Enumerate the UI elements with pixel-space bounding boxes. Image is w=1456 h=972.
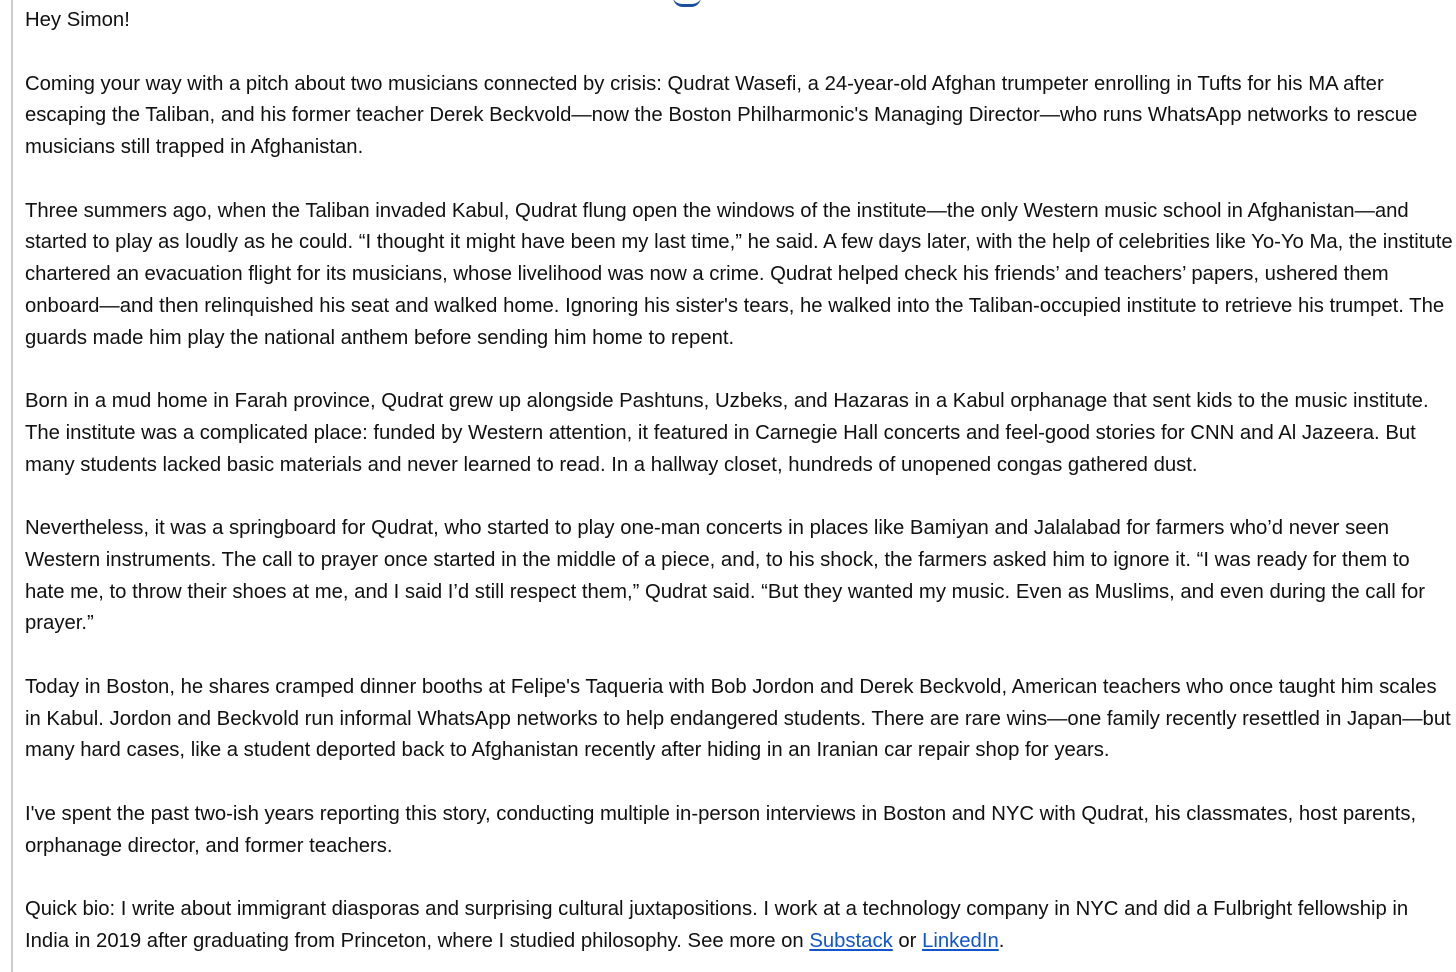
email-greeting: Hey Simon! [25,9,130,31]
substack-link[interactable]: Substack [809,929,893,952]
bio-text: Quick bio: I write about immigrant diasporas and surprising cultural juxtapositions. I work at a technology company in NYC and did a Fulbright fellowship in India in 2019 after graduating from Princeton, where I studied philosophy. See more on [25,898,1409,952]
email-body [25,5,1453,972]
bio-connector: or [892,929,923,952]
bio-end: . [998,929,1005,952]
paragraph-bio [25,894,1453,958]
paragraph-reporting: I've spent the past two-ish years reporting this story, conducting multiple in-person interviews in Boston and NYC with Qudrat, his classmates, host parents, orphanage director, and former teachers. [25,802,1417,857]
paragraph-boston: Today in Boston, he shares cramped dinner booths at Felipe's Taqueria with Bob Jordon and Derek Beckvold, American teachers who once taught him scales in Kabul. Jordon and Beckvold run informal WhatsApp networks to help endangered students. There are rare wins—one family recently resettled in Japan—but many hard cases, like a student deported back to Afghanistan recently after hiding in an Iranian car repair shop for years. [25,675,1451,762]
quote-bar [11,0,13,972]
paragraph-background: Born in a mud home in Farah province, Qudrat grew up alongside Pashtuns, Uzbeks, and Hazaras in a Kabul orphanage that sent kids to the music institute. The institute was a complicated place: funded by Western attention, it featured in Carnegie Hall concerts and feel-good stories for CNN and Al Jazeera. But many students lacked basic materials and never learned to read. In a hallway closet, hundreds of unopened congas gathered dust. [25,390,1429,476]
linkedin-link[interactable]: LinkedIn [922,929,999,952]
paragraph-kabul: Three summers ago, when the Taliban invaded Kabul, Qudrat flung open the windows of the institute—the only Western music school in Afghanistan—and started to play as loudly as he could. “I thought it might have been my last time,” he said. A few days later, with the help of celebrities like Yo-Yo Ma, the institute chartered an evacuation flight for its musicians, whose livelihood was now a crime. Qudrat helped check his friends’ and teachers’ papers, ushered them onboard—and then relinquished his seat and walked home. Ignoring his sister's tears, he walked into the Taliban-occupied institute to retrieve his trumpet. The guards made him play the national anthem before sending him home to repent. [25,199,1453,349]
paragraph-concerts: Nevertheless, it was a springboard for Qudrat, who started to play one-man concerts in places like Bamiyan and Jalalabad for farmers who’d never seen Western instruments. The call to prayer once started in the middle of a piece, and, to his shock, the farmers asked him to ignore it. “I was ready for them to hate me, to throw their shoes at me, and I said I’d still respect them,” Qudrat said. “But they wanted my music. Even as Muslims, and even during the call for prayer.” [25,517,1426,635]
paragraph-pitch: Coming your way with a pitch about two musicians connected by crisis: Qudrat Wasefi, a 24-year-old Afghan trumpeter enrolling in Tufts for his MA after escaping the Taliban, and his former teacher Derek Beckvold—now the Boston Philharmonic's Managing Director—who runs WhatsApp networks to rescue musicians still trapped in Afghanistan. [25,72,1418,158]
